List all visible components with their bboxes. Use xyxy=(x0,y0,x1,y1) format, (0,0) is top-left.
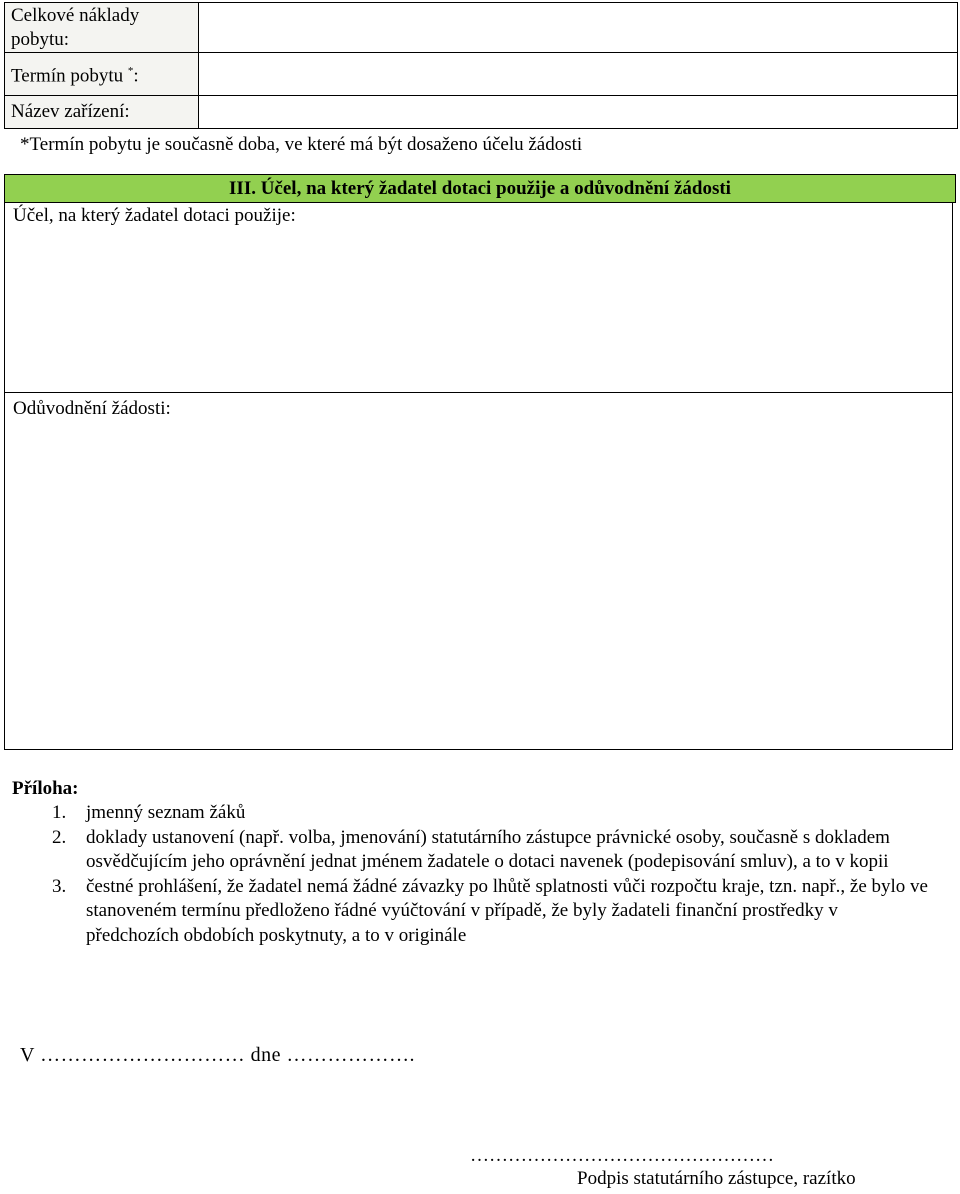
stay-date-label-colon: : xyxy=(133,65,139,87)
list-item-text: jmenný seznam žáků xyxy=(86,802,246,823)
signature-line: ………………………………………… xyxy=(470,1145,774,1166)
facility-name-field[interactable] xyxy=(199,96,958,129)
purpose-field[interactable] xyxy=(4,202,953,392)
list-item xyxy=(0,875,930,949)
list-item-text: čestné prohlášení, že žadatel nemá žádné závazky po lhůtě splatnosti vůči rozpočtu kraje, tzn. např., že bylo ve stanoveném termínu předloženo řádné vyúčtování v případě, že byly žadateli finanční prostředky v předchozích obdobích poskytnuty, a to v originále xyxy=(86,875,928,946)
stay-date-asterisk: * xyxy=(127,65,134,78)
total-costs-label: Celkové náklady pobytu: xyxy=(5,3,199,53)
list-item-number: 1. xyxy=(52,802,67,823)
stay-date-field[interactable] xyxy=(199,53,958,96)
total-costs-field[interactable] xyxy=(199,3,958,53)
list-item xyxy=(0,826,930,875)
justification-label: Odůvodnění žádosti: xyxy=(13,398,171,419)
attachments-title: Příloha: xyxy=(12,778,79,799)
list-item-number: 3. xyxy=(52,875,67,897)
purpose-label: Účel, na který žadatel dotaci použije: xyxy=(13,205,296,226)
header-info-table xyxy=(4,2,958,129)
list-item-text: doklady ustanovení (např. volba, jmenování) statutárního zástupce právnické osoby, současně s dokladem osvědčujícím jeho oprávnění jednat jménem žadatele o dotaci navenek (podepisování smluv), a to v kopii xyxy=(86,826,890,872)
facility-name-label: Název zařízení: xyxy=(5,96,199,129)
justification-field[interactable] xyxy=(4,392,953,750)
stay-date-label-text: Termín pobytu xyxy=(11,65,124,87)
signature-label: Podpis statutárního zástupce, razítko xyxy=(577,1168,856,1189)
stay-date-label xyxy=(5,53,199,96)
list-item-number: 2. xyxy=(52,826,67,848)
section-header: III. Účel, na který žadatel dotaci použije a odůvodnění žádosti xyxy=(4,174,956,203)
place-date-line: V ………………………… dne ………………. xyxy=(20,1044,415,1066)
list-item xyxy=(0,801,930,826)
stay-date-note: *Termín pobytu je současně doba, ve které má být dosaženo účelu žádosti xyxy=(20,134,583,155)
attachments-list xyxy=(0,801,930,948)
